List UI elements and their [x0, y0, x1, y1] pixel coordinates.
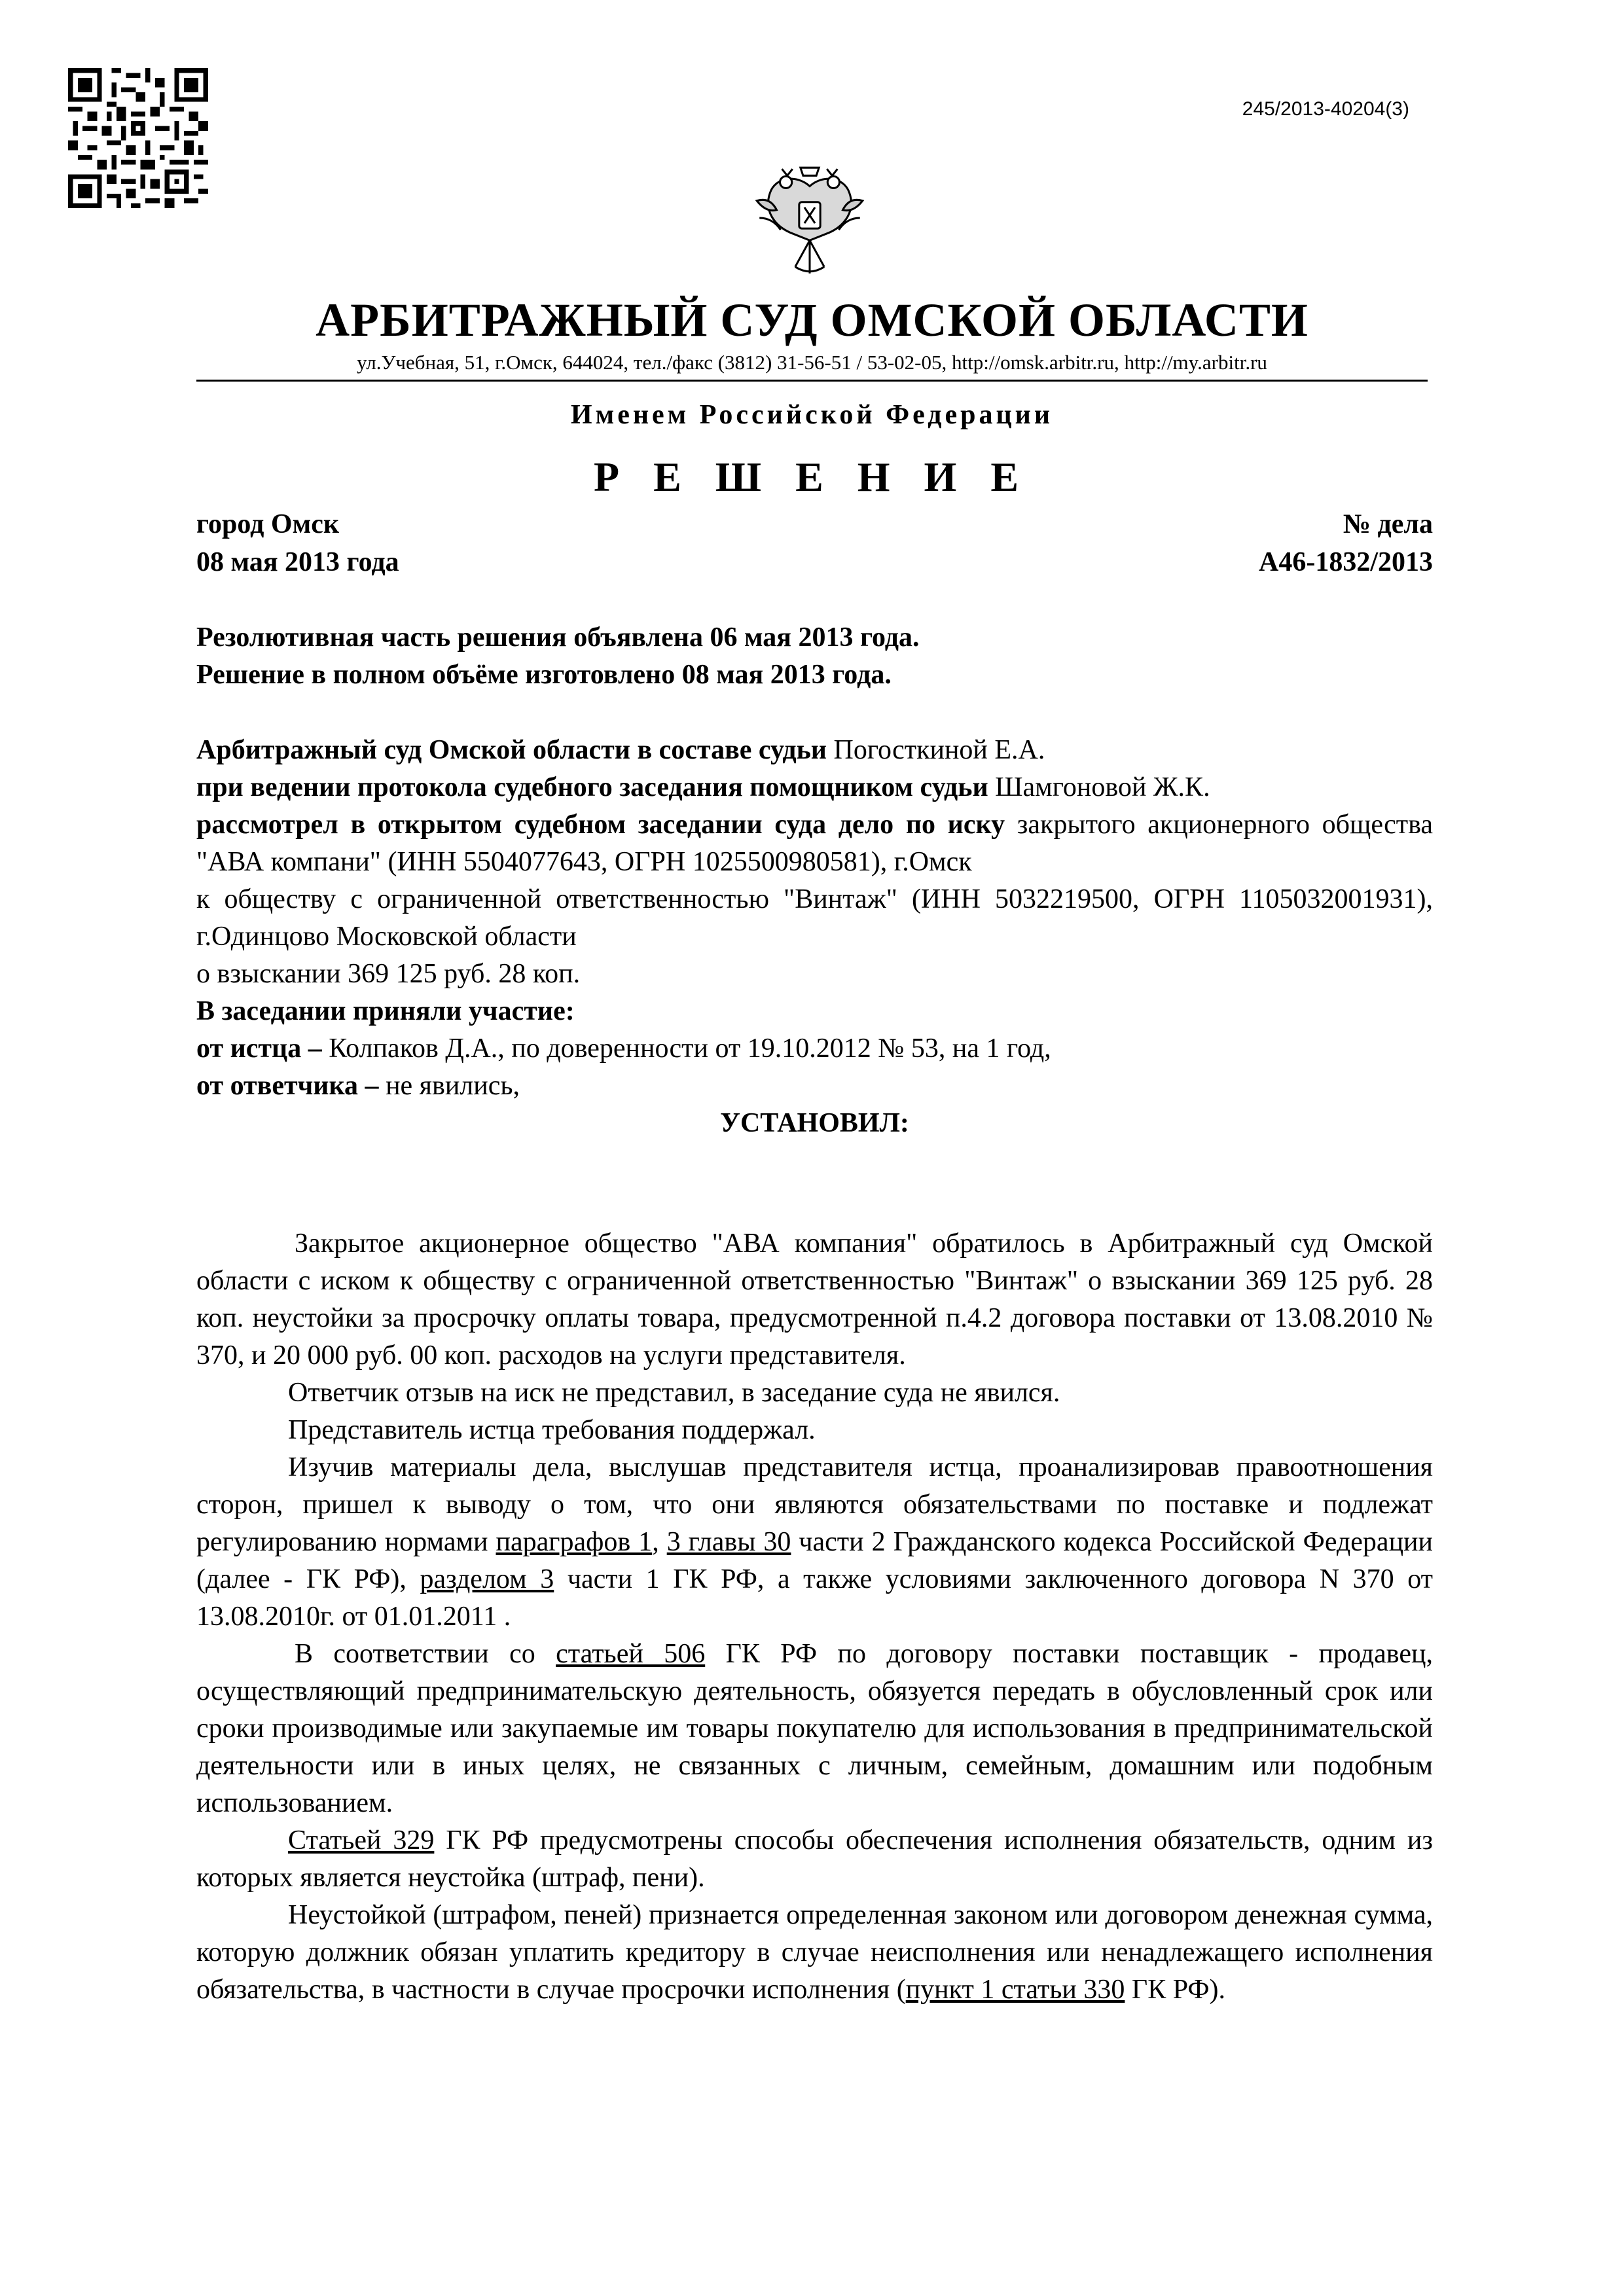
court-composition: Арбитражный суд Омской области в составе судьи Погосткиной Е.А. — [196, 735, 1045, 765]
paragraph-plaintiff-supported: Представитель истца требования поддержал. — [288, 1415, 816, 1445]
link-chapter-30[interactable]: 3 главы 30 — [666, 1527, 791, 1557]
court-title: АРБИТРАЖНЫЙ СУД ОМСКОЙ ОБЛАСТИ — [316, 294, 1308, 346]
established-heading: УСТАНОВИЛ: — [720, 1108, 909, 1138]
participants-label: В заседании приняли участие: — [196, 996, 575, 1026]
document-number: 245/2013-40204(3) — [1242, 98, 1409, 120]
decision-title: Р Е Ш Е Н И Е — [594, 454, 1030, 500]
qr-code — [68, 68, 208, 208]
case-defendant: к обществу с ограниченной ответственностью "Винтаж" (ИНН 5032219500, ОГРН 1105032001931), г.Одинцово Московской области — [196, 884, 1433, 952]
paragraph-analysis: Изучив материалы дела, выслушав представителя истца, проанализировав правоотношения сторон, пришел к выводу о том, что они являются обязательствами по поставке и подлежат регулированию нормами параграфов 1, 3 главы 30 части 2 Гражданского кодекса Российской Федерации (далее - ГК РФ), разделом 3 части 1 ГК РФ, а также условиями заключенного договора N 370 от 13.08.2010г. от 01.01.2011 . — [196, 1452, 1434, 1632]
protocol-keeper: при ведении протокола судебного заседания помощником судьи Шамгоновой Ж.К. — [196, 772, 1210, 802]
case-number-block — [1259, 505, 1433, 581]
decision-date: 08 мая 2013 года — [196, 547, 399, 577]
link-article-506[interactable]: статьей 506 — [556, 1639, 706, 1669]
plaintiff-representative: от истца – Колпаков Д.А., по доверенности от 19.10.2012 № 53, на 1 год, — [196, 1033, 1051, 1064]
paragraph-article-329: Статьей 329 ГК РФ предусмотрены способы обеспечения исполнения обязательств, одним из которых является неустойка (штраф, пени). — [196, 1825, 1433, 1893]
defendant-representative: от ответчика – не явились, — [196, 1071, 520, 1101]
city-date-block — [196, 505, 399, 581]
resolution-announced: Резолютивная часть решения объявлена 06 мая 2013 года. — [196, 622, 920, 653]
court-address: ул.Учебная, 51, г.Омск, 644024, тел./факс (3812) 31-56-51 / 53-02-05, http://omsk.arbitr.ru, http://my.arbitr.ru — [357, 351, 1267, 374]
in-the-name-heading: Именем Российской Федерации — [570, 400, 1054, 430]
intro-block — [196, 619, 1433, 694]
coat-of-arms-icon — [744, 154, 876, 287]
link-article-329[interactable]: Статьей 329 — [288, 1825, 435, 1856]
established-block — [196, 1225, 1433, 2009]
paragraph-defendant-absent: Ответчик отзыв на иск не представил, в заседание суда не явился. — [288, 1378, 1060, 1408]
paragraph-claim: Закрытое акционерное общество "АВА компания" обратилось в Арбитражный суд Омской области с иском к обществу с ограниченной ответственностью "Винтаж" о взыскании 369 125 руб. 28 коп. неустойки за просрочку оплаты товара, предусмотренной п.4.2 договора поставки от 13.08.2010 № 370, и 20 000 руб. 00 коп. расходов на услуги представителя. — [196, 1229, 1433, 1371]
city: город Омск — [196, 509, 340, 539]
case-plaintiff: рассмотрел в открытом судебном заседании суда дело по иску закрытого акционерного общества "АВА компани" (ИНН 5504077643, ОГРН 1025500980581), г.Омск — [196, 810, 1433, 877]
link-article-330[interactable]: пункт 1 статьи 330 — [905, 1975, 1125, 2005]
paragraph-article-506: В соответствии со статьей 506 ГК РФ по договору поставки поставщик - продавец, осуществляющий предпринимательскую деятельность, обязуется передать в обусловленный срок или сроки производимые или закупаемые им товары покупателю для использования в предпринимательской деятельности или в иных целях, не связанных с личным, семейным, домашним или подобным использованием. — [196, 1639, 1433, 1818]
link-section-3[interactable]: разделом 3 — [420, 1564, 554, 1594]
header-divider — [196, 380, 1428, 382]
case-number: А46-1832/2013 — [1259, 547, 1433, 577]
case-label: № дела — [1343, 509, 1433, 539]
full-decision-made: Решение в полном объёме изготовлено 08 мая 2013 года. — [196, 660, 892, 690]
case-subject: о взыскании 369 125 руб. 28 коп. — [196, 959, 581, 989]
link-paragraphs-1[interactable]: параграфов 1 — [496, 1527, 653, 1557]
paragraph-penalty: Неустойкой (штрафом, пеней) признается определенная законом или договором денежная сумма, которую должник обязан уплатить кредитору в случае неисполнения или ненадлежащего исполнения обязательства, в частности в случае просрочки исполнения (пункт 1 статьи 330 ГК РФ). — [196, 1900, 1433, 2005]
composition-block — [196, 732, 1433, 1142]
